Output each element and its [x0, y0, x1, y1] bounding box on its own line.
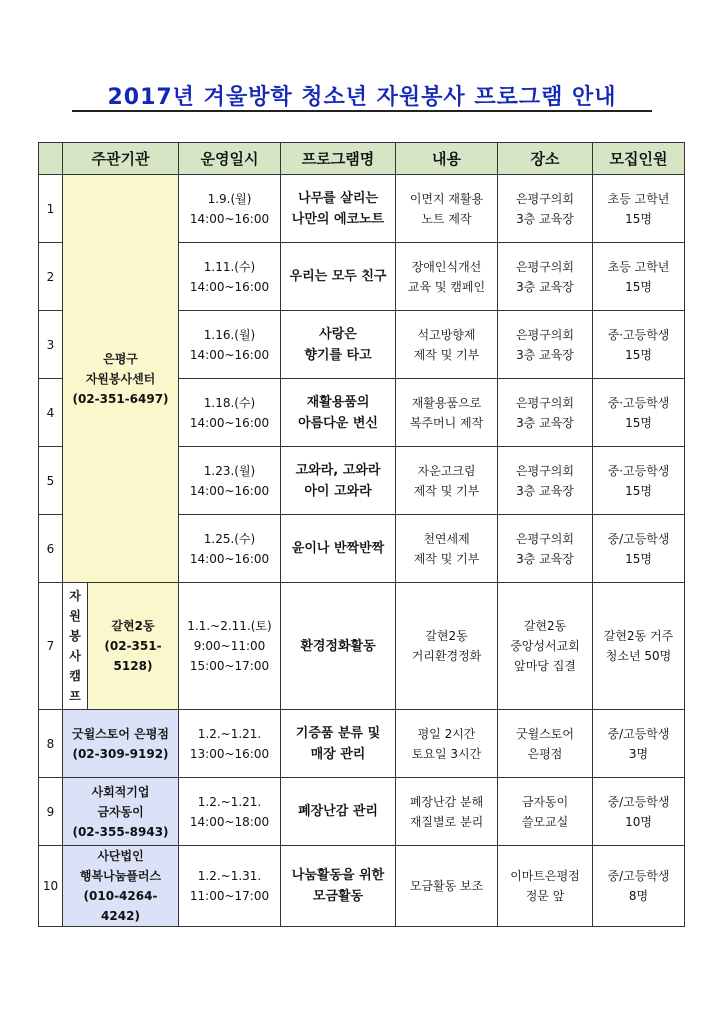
program-cell: 나무를 살리는 나만의 에코노트 [281, 175, 396, 243]
place-cell: 은평구의회 3층 교육장 [498, 515, 593, 583]
title-underline [72, 110, 652, 112]
row-number: 5 [39, 447, 63, 515]
program-cell: 기증품 분류 및 매장 관리 [281, 710, 396, 778]
content-cell: 석고방향제 제작 및 기부 [396, 311, 498, 379]
row-number: 6 [39, 515, 63, 583]
content-cell: 평일 2시간 토요일 3시간 [396, 710, 498, 778]
place-cell: 이마트은평점 정문 앞 [498, 846, 593, 927]
program-cell: 사랑은 향기를 타고 [281, 311, 396, 379]
table-row [39, 710, 685, 778]
recruit-cell: 중/고등학생 3명 [593, 710, 685, 778]
time-cell: 1.11.(수) 14:00~16:00 [179, 243, 281, 311]
header-program: 프로그램명 [281, 143, 396, 175]
content-cell: 장애인식개선 교육 및 캠페인 [396, 243, 498, 311]
row-number: 3 [39, 311, 63, 379]
row-number: 9 [39, 778, 63, 846]
table-header-row [39, 143, 685, 175]
row-number: 1 [39, 175, 63, 243]
content-cell: 폐장난감 분해 재질별로 분리 [396, 778, 498, 846]
program-cell: 윤이나 반짝반짝 [281, 515, 396, 583]
time-cell: 1.16.(월) 14:00~16:00 [179, 311, 281, 379]
place-cell: 은평구의회 3층 교육장 [498, 447, 593, 515]
organizer-cell: 사단법인 행복나눔플러스 (010-4264-4242) [63, 846, 179, 927]
recruit-cell: 중·고등학생 15명 [593, 311, 685, 379]
program-cell: 우리는 모두 친구 [281, 243, 396, 311]
place-cell: 은평구의회 3층 교육장 [498, 175, 593, 243]
time-cell: 1.18.(수) 14:00~16:00 [179, 379, 281, 447]
recruit-cell: 초등 고학년 15명 [593, 175, 685, 243]
place-cell: 굿윌스토어 은평점 [498, 710, 593, 778]
place-cell: 은평구의회 3층 교육장 [498, 243, 593, 311]
header-place: 장소 [498, 143, 593, 175]
place-cell: 은평구의회 3층 교육장 [498, 311, 593, 379]
content-cell: 이면지 재활용 노트 제작 [396, 175, 498, 243]
row-number: 8 [39, 710, 63, 778]
program-cell: 나눔활동을 위한 모금활동 [281, 846, 396, 927]
page-title: 2017년 겨울방학 청소년 자원봉사 프로그램 안내 [107, 85, 617, 110]
program-cell: 고와라, 고와라 아이 고와라 [281, 447, 396, 515]
table-row [39, 778, 685, 846]
content-cell: 자운고크림 제작 및 기부 [396, 447, 498, 515]
header-num [39, 143, 63, 175]
time-cell: 1.25.(수) 14:00~16:00 [179, 515, 281, 583]
table-row [39, 583, 685, 710]
content-cell: 재활용품으로 복주머니 제작 [396, 379, 498, 447]
time-cell: 1.1.~2.11.(토) 9:00~11:00 15:00~17:00 [179, 583, 281, 710]
recruit-cell: 중·고등학생 15명 [593, 379, 685, 447]
time-cell: 1.2.~1.31. 11:00~17:00 [179, 846, 281, 927]
program-cell: 환경정화활동 [281, 583, 396, 710]
row-number: 4 [39, 379, 63, 447]
table-row [39, 175, 685, 243]
time-cell: 1.2.~1.21. 13:00~16:00 [179, 710, 281, 778]
camp-label: 자 원 봉 사 캠 프 [63, 583, 88, 710]
table-row [39, 846, 685, 927]
place-cell: 금자동이 쓸모교실 [498, 778, 593, 846]
recruit-cell: 초등 고학년 15명 [593, 243, 685, 311]
recruit-cell: 중/고등학생 15명 [593, 515, 685, 583]
content-cell: 천연세제 제작 및 기부 [396, 515, 498, 583]
header-recruit: 모집인원 [593, 143, 685, 175]
place-cell: 은평구의회 3층 교육장 [498, 379, 593, 447]
row-number: 2 [39, 243, 63, 311]
time-cell: 1.23.(월) 14:00~16:00 [179, 447, 281, 515]
place-cell: 갈현2동 중앙성서교회 앞마당 집결 [498, 583, 593, 710]
time-cell: 1.2.~1.21. 14:00~18:00 [179, 778, 281, 846]
row-number: 10 [39, 846, 63, 927]
organizer-cell: 은평구 자원봉사센터 (02-351-6497) [63, 175, 179, 583]
organizer-cell: 갈현2동 (02-351-5128) [88, 583, 179, 710]
header-time: 운영일시 [179, 143, 281, 175]
content-cell: 갈현2동 거리환경정화 [396, 583, 498, 710]
organizer-cell: 사회적기업 금자동이 (02-355-8943) [63, 778, 179, 846]
recruit-cell: 중·고등학생 15명 [593, 447, 685, 515]
recruit-cell: 갈현2동 거주 청소년 50명 [593, 583, 685, 710]
program-cell: 재활용품의 아름다운 변신 [281, 379, 396, 447]
header-content: 내용 [396, 143, 498, 175]
recruit-cell: 중/고등학생 10명 [593, 778, 685, 846]
program-cell: 폐장난감 관리 [281, 778, 396, 846]
content-cell: 모금활동 보조 [396, 846, 498, 927]
row-number: 7 [39, 583, 63, 710]
recruit-cell: 중/고등학생 8명 [593, 846, 685, 927]
organizer-cell: 굿윌스토어 은평점 (02-309-9192) [63, 710, 179, 778]
program-table [38, 142, 685, 927]
header-org: 주관기관 [63, 143, 179, 175]
time-cell: 1.9.(월) 14:00~16:00 [179, 175, 281, 243]
